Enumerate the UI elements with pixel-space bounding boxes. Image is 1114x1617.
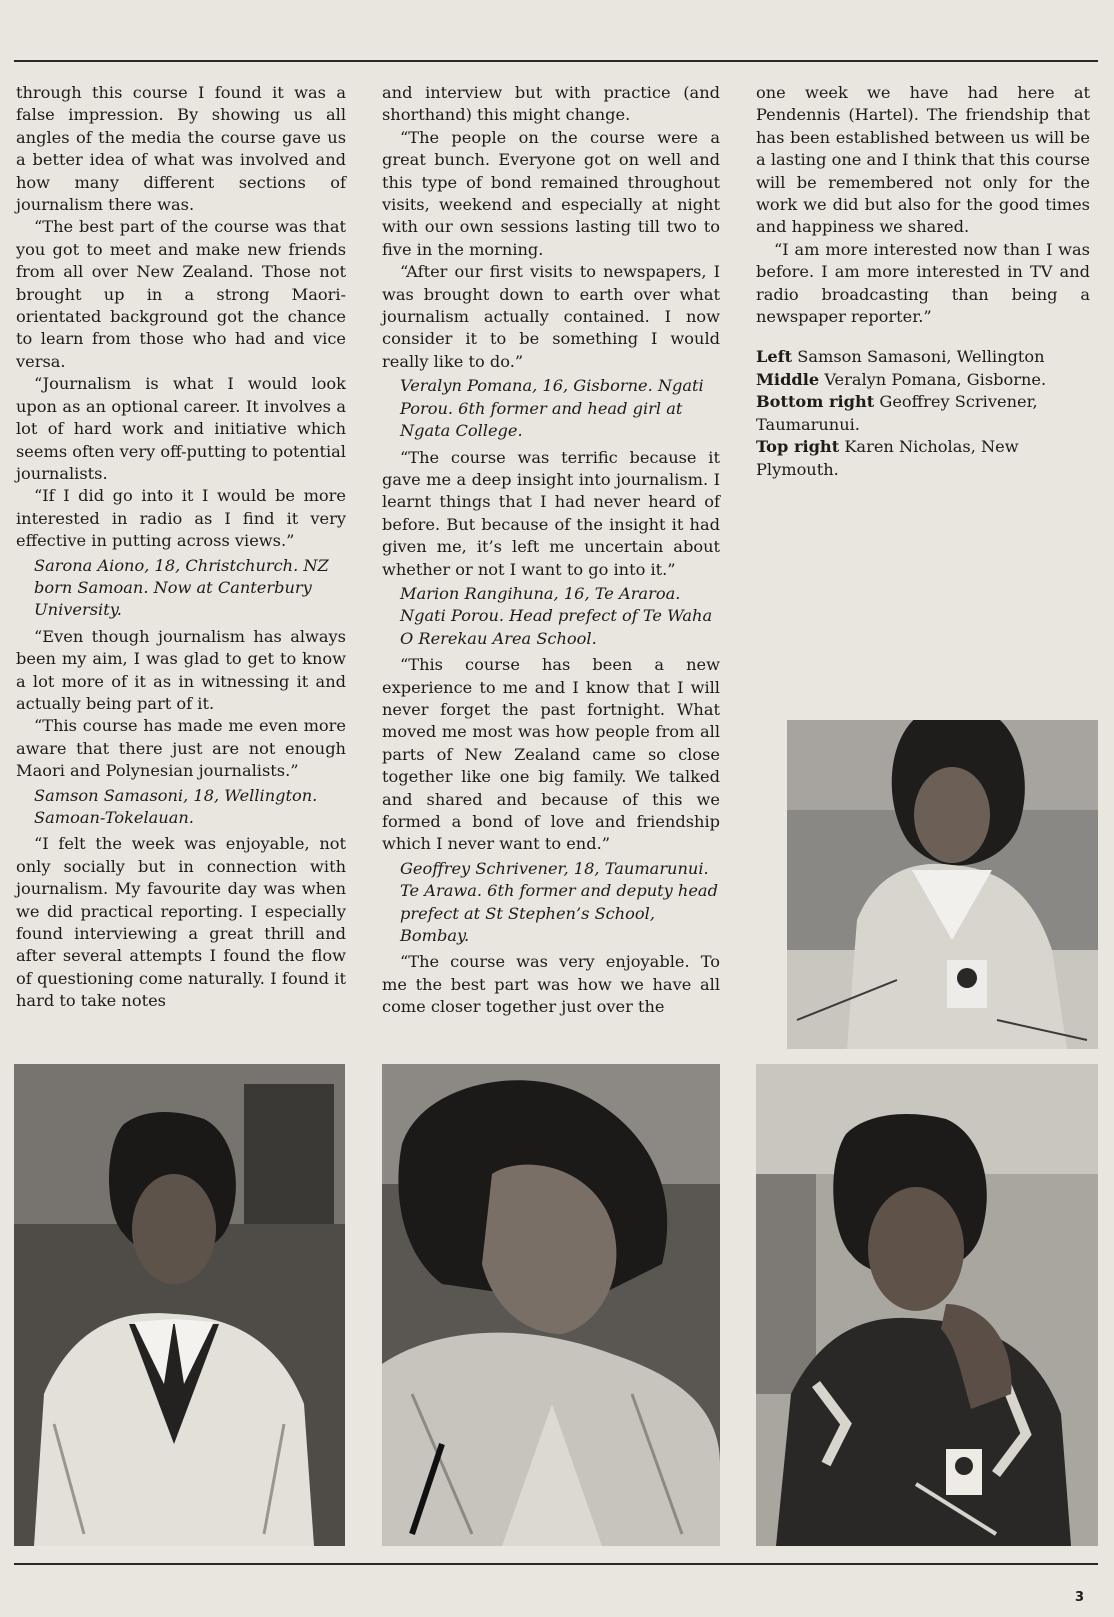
caption-label: Left: [756, 347, 793, 367]
caption-text: Samson Samasoni, Wellington: [797, 347, 1045, 367]
text-column-1: [16, 82, 346, 1013]
photo-geoffrey-scrivener: [756, 1064, 1098, 1546]
paragraph: “After our first visits to newspapers, I was brought down to earth over what journalism actually contained. I now consider it to be something I would really like to do.”: [382, 262, 720, 371]
paragraph: “I felt the week was enjoyable, not only socially but in connection with journalism. My favourite day was when we did practical reporting. I especially found interviewing a great thrill and after several attempts I found the flow of questioning come naturally. I found it hard to take notes: [16, 834, 346, 1011]
paragraph: through this course I found it was a false impression. By showing us all angles of the media the course gave us a better idea of what was involved and how many different sections of journalism there was.: [16, 83, 346, 215]
paragraph: “This course has been a new experience to me and I know that I will never forget the past fortnight. What moved me most was how people from all parts of New Zealand came so close together like one big family. We talked and shared and because of this we formed a bond of love and friendship which I never want to end.”: [382, 655, 720, 854]
photo-captions: [756, 346, 1090, 480]
caption-text: Veralyn Pomana, Gisborne.: [824, 369, 1047, 389]
paragraph: “The best part of the course was that you got to meet and make new friends from all over New Zealand. Those not brought up in a strong Maori-orientated background got the chance to learn from those who had and vice versa.: [16, 217, 346, 371]
photo-karen-nicholas: [787, 720, 1098, 1049]
caption-text: Geoffrey Scrivener, Taumarunui.: [756, 392, 1038, 434]
paragraph: “Journalism is what I would look upon as an optional career. It involves a lot of hard work and initiative which seems often very off-putting to potential journalists.: [16, 374, 346, 483]
caption-label: Bottom right: [756, 392, 875, 412]
caption-left: [756, 346, 1090, 368]
paragraph: “Even though journalism has always been my aim, I was glad to get to know a lot more of it as in witnessing it and actually being part of it.: [16, 626, 346, 713]
attribution: Veralyn Pomana, 16, Gisborne. Ngati Porou. 6th former and head girl at Ngata College.: [400, 376, 704, 441]
photo-veralyn-pomana: [382, 1064, 720, 1546]
caption-middle: [756, 369, 1090, 391]
paragraph: “I am more interested now than I was before. I am more interested in TV and radio broadcasting than being a newspaper reporter.”: [756, 239, 1090, 327]
paragraph: one week we have had here at Pendennis (Hartel). The friendship that has been established between us will be a lasting one and I think that this course will be remembered not only for the work we did but also for the good times and happiness we shared.: [756, 83, 1090, 237]
paragraph: and interview but with practice (and shorthand) this might change.: [382, 83, 720, 125]
attribution: Geoffrey Schrivener, 18, Taumarunui. Te Arawa. 6th former and deputy head prefect at St Stephen’s School, Bombay.: [400, 858, 718, 946]
paragraph: “The course was terrific because it gave me a deep insight into journalism. I learnt things that I had never heard of before. But because of the insight it had given me, it’s left me uncertain about whether or not I want to go into it.”: [382, 447, 720, 579]
photo-samson-samasoni: [14, 1064, 345, 1546]
bottom-rule: [14, 1563, 1098, 1565]
attribution: Samson Samasoni, 18, Wellington. Samoan-Tokelauan.: [34, 785, 318, 827]
paragraph: “The course was very enjoyable. To me the best part was how we have all come closer together just over the: [382, 952, 720, 1017]
page-number: 3: [1074, 1590, 1084, 1605]
text-column-3: [756, 82, 1090, 481]
caption-label: Top right: [756, 437, 840, 457]
caption-text: Karen Nicholas, New Plymouth.: [756, 437, 1019, 479]
paragraph: “If I did go into it I would be more interested in radio as I find it very effective in putting across views.”: [16, 486, 346, 551]
paragraph: “This course has made me even more aware that there just are not enough Maori and Polynesian journalists.”: [16, 716, 346, 781]
caption-label: Middle: [756, 369, 820, 389]
text-column-2: [382, 82, 720, 1019]
caption-top-right: [756, 436, 1090, 481]
caption-bottom-right: [756, 391, 1090, 436]
top-rule: [14, 60, 1098, 62]
attribution: Marion Rangihuna, 16, Te Araroa. Ngati Porou. Head prefect of Te Waha O Rerekau Area School.: [400, 583, 713, 648]
attribution: Sarona Aiono, 18, Christchurch. NZ born Samoan. Now at Canterbury University.: [34, 555, 329, 620]
paragraph: “The people on the course were a great bunch. Everyone got on well and this type of bond remained throughout visits, weekend and especially at night with our own sessions lasting till two to five in the morning.: [382, 127, 720, 259]
